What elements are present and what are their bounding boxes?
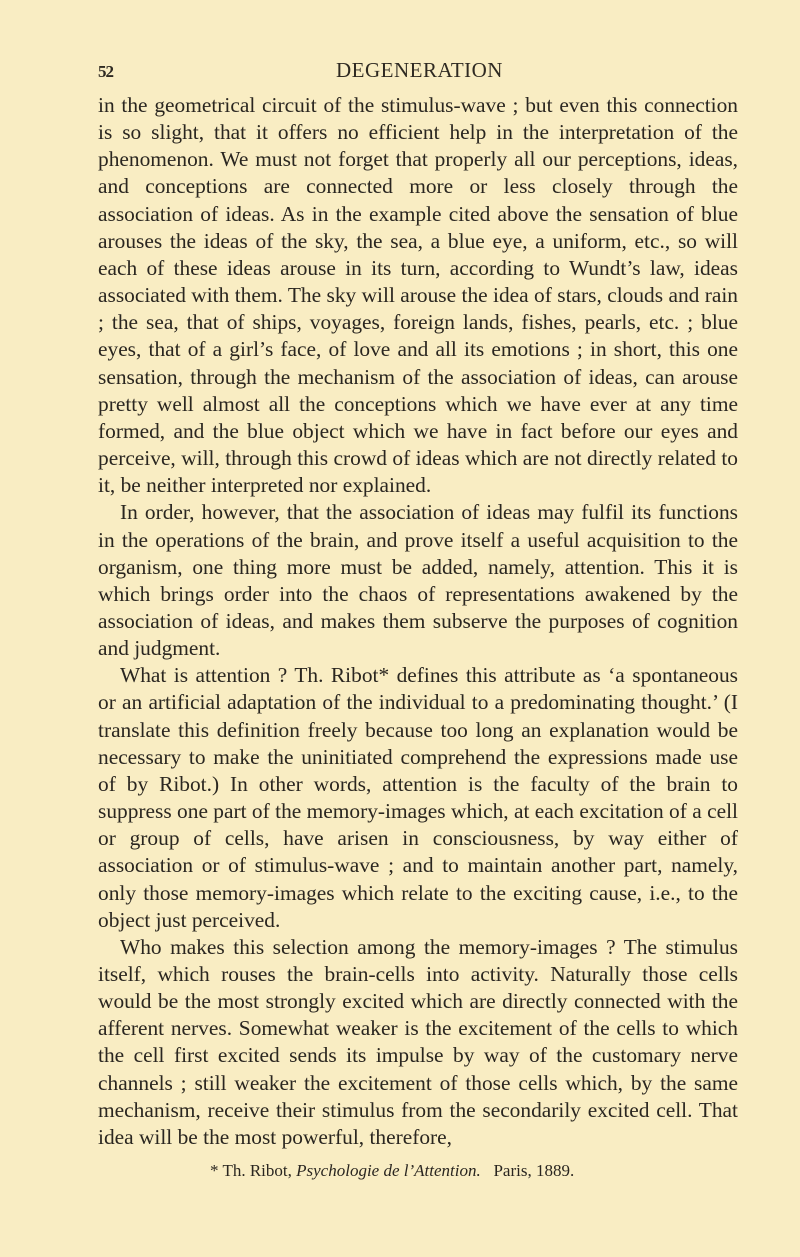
footnote-marker: * Th. Ribot,: [210, 1161, 292, 1180]
body-text: [98, 92, 738, 1151]
paragraph-2: In order, however, that the association of ideas may fulfil its functions in the operations of the brain, and prove itself a useful acquisition to the organism, one thing more must be added, namely, attention. This it is which brings order into the chaos of representations awakened by the association of ideas, and makes them subserve the purposes of cognition and judgment.: [98, 500, 738, 661]
footnote-place-year: Paris, 1889.: [493, 1161, 575, 1180]
page-number: 52: [98, 62, 113, 81]
paragraph-1: in the geometrical circuit of the stimulus-wave ; but even this connection is so slight, that it offers no efficient help in the interpretation of the phenomenon. We must not forget that properly all our perceptions, ideas, and conceptions are connected more or less closely through the association of ideas. As in the example cited above the sensation of blue arouses the ideas of the sky, the sea, a blue eye, a uniform, etc., so will each of these ideas arouse in its turn, according to Wundt’s law, ideas associated with them. The sky will arouse the idea of stars, clouds and rain ; the sea, that of ships, voyages, foreign lands, fishes, pearls, etc. ; blue eyes, that of a girl’s face, of love and all its emotions ; in short, this one sensation, through the mechanism of the association of ideas, can arouse pretty well almost all the conceptions which we have ever at any time formed, and the blue object which we have in fact before our eyes and perceive, will, through this crowd of ideas which are not directly related to it, be neither interpreted nor explained.: [98, 93, 738, 498]
footnote-title: Psychologie de l’Attention.: [296, 1161, 481, 1180]
paragraph-3: What is attention ? Th. Ribot* defines this attribute as ‘a spontaneous or an artificial adaptation of the individual to a predominating thought.’ (I translate this definition freely because too long an explanation would be necessary to make the uninitiated comprehend the expressions made use of by Ribot.) In other words, attention is the faculty of the brain to suppress one part of the memory-images which, at each excitation of a cell or group of cells, have arisen in consciousness, by way either of association or of stimulus-wave ; and to maintain another part, namely, only those memory-images which relate to the exciting cause, i.e., to the object just perceived.: [98, 663, 738, 932]
paragraph-4: Who makes this selection among the memory-images ? The stimulus itself, which rouses the brain-cells into activity. Naturally those cells would be the most strongly excited which are directly connected with the afferent nerves. Somewhat weaker is the excitement of the cells to which the cell first excited sends its impulse by way of the customary nerve channels ; still weaker the excitement of those cells which, by the same mechanism, receive their stimulus from the secondarily excited cell. That idea will be the most powerful, therefore,: [98, 934, 738, 1149]
running-title: DEGENERATION: [336, 58, 503, 82]
footnote: [210, 1161, 574, 1181]
running-header: [98, 58, 738, 84]
